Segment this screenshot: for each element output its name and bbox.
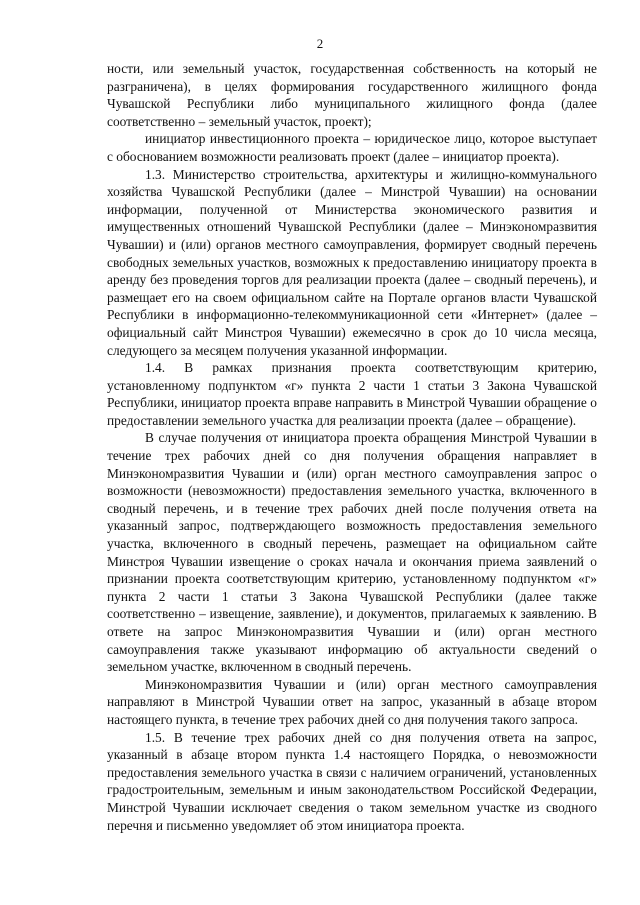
paragraph-1-4: 1.4. В рамках признания проекта соответствующим критерию, установленному подпунктом «г» пункта 2 части 1 статьи 3 Закона Чувашской Республики, инициатор проекта вправе направить в Минстрой Чувашии обращение о предоставлении земельного участка для реализации проекта (далее – обращение).: [107, 360, 597, 428]
page-number: 2: [316, 36, 324, 51]
paragraph-continuation: ности, или земельный участок, государственная собственность на который не разграничена), в целях формирования государственного жилищного фонда Чувашской Республики либо муниципального жилищного фонда (далее соответственно – земельный участок, проект);: [107, 61, 597, 129]
paragraph-1-4-response: Минэкономразвития Чувашии и (или) орган местного самоуправления направляют в Минстрой Чувашии ответ на запрос, указанный в абзаце втором настоящего пункта, в течение трех рабочих дней со дня получения такого запроса.: [107, 676, 597, 727]
paragraph-1-3: 1.3. Министерство строительства, архитектуры и жилищно-коммунального хозяйства Чувашской Республики (далее – Минстрой Чувашии) на основании информации, полученной от Министерства экономического развития и имущественных отношений Чувашской Республики (далее – Минэкономразвития Чувашии) и (или) органов местного самоуправления, формирует сводный перечень свободных земельных участков, возможных к предоставлению инициатору проекта в аренду без проведения торгов для реализации проекта (далее – сводный перечень), и размещает его на своем официальном сайте на Портале органов власти Чувашской Республики в информационно-телекоммуникационной сети «Интернет» (далее – официальный сайт Минстроя Чувашии) ежемесячно в срок до 10 числа месяца, следующего за месяцем получения указанной информации.: [107, 166, 597, 358]
paragraph-1-5: 1.5. В течение трех рабочих дней со дня получения ответа на запрос, указанный в абзаце втором пункта 1.4 настоящего Порядка, о невозможности предоставления земельного участка в связи с наличием ограничений, установленных градостроительным, земельным и иным законодательством Российской Федерации, Минстрой Чувашии исключает сведения о таком земельном участке из сводного перечня и письменно уведомляет об этом инициатора проекта.: [107, 729, 597, 833]
document-body: [107, 60, 597, 834]
paragraph-initiator-definition: инициатор инвестиционного проекта – юридическое лицо, которое выступает с обоснованием возможности реализовать проект (далее – инициатор проекта).: [107, 131, 597, 164]
paragraph-1-4-request: В случае получения от инициатора проекта обращения Минстрой Чувашии в течение трех рабочих дней со дня получения обращения направляет в Минэкономразвития Чувашии и (или) орган местного самоуправления запрос о возможности (невозможности) предоставления земельного участка, включенного в сводный перечень, и в течение трех рабочих дней после получения ответа на указанный запрос, подтверждающего возможность предоставления земельного участка, включенного в сводный перечень, размещает на официальном сайте Минстроя Чувашии извещение о сроках начала и окончания приема заявлений о признании проекта соответствующим критерию, установленному подпунктом «г» пункта 2 части 1 статьи 3 Закона Чувашской Республики (далее также соответственно – извещение, заявление), и документов, прилагаемых к заявлению. В ответе на запрос Минэкономразвития Чувашии и (или) орган местного самоуправления также указывают информацию об актуальности сведений о земельном участке, включенном в сводный перечень.: [107, 430, 597, 675]
